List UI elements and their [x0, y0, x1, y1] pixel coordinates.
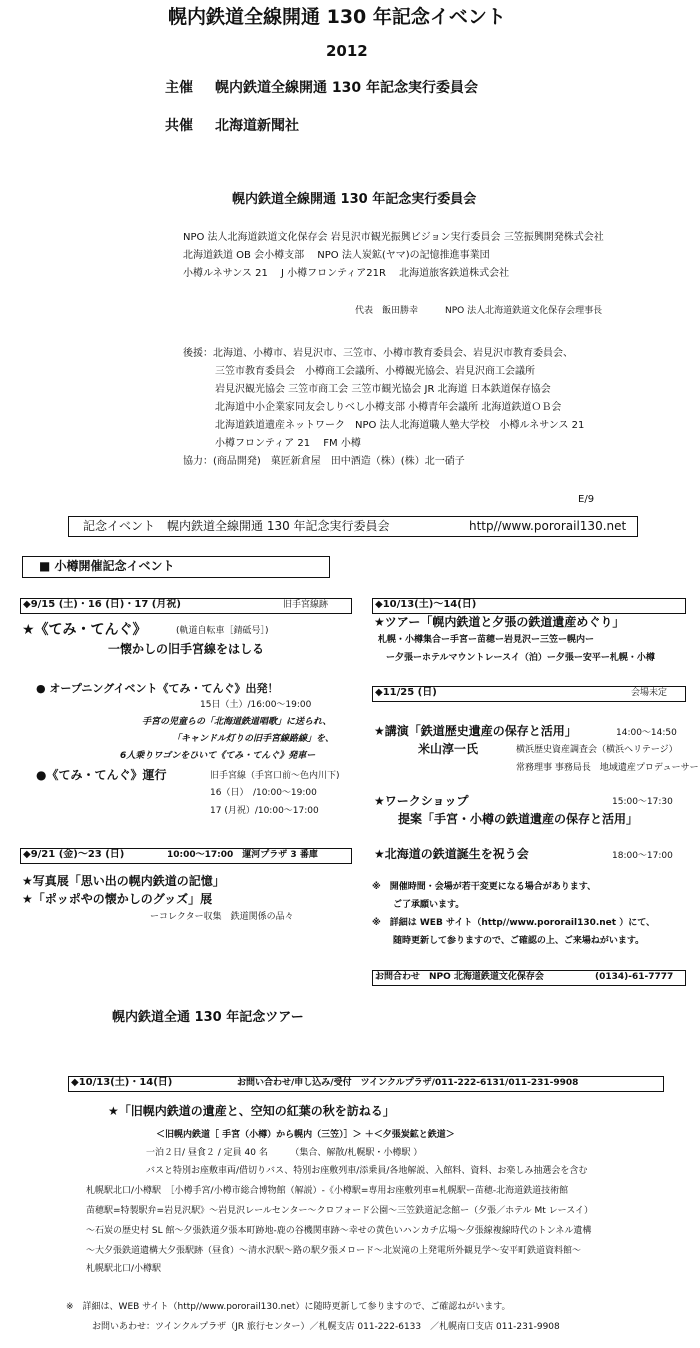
- support-line: 小樽フロンティア 21 FM 小樽: [215, 438, 361, 449]
- contact-box: [372, 970, 686, 986]
- tour-bar-contact: お問い合わせ/申し込み/受付 ツインクルプラザ/011-222-6131/011-231-9908: [237, 1078, 579, 1088]
- tour-route: 札幌・小樽集合ー手宮ー苗穂ー岩見沢ー三笠ー幌内ー: [378, 635, 595, 645]
- otaru-section-header: [22, 556, 330, 578]
- support-line: 協力：(商品開発) 菓匠新倉屋 田中酒造（株）(株）北一硝子: [183, 456, 465, 467]
- lecture-speaker: 米山淳一氏: [418, 742, 479, 756]
- committee-rep: 代表 飯田勝幸 NPO 法人北海道鉄道文化保存会理事長: [355, 306, 603, 316]
- event-date-box: [20, 848, 352, 864]
- lecture-title: ★講演「鉄道歴史遺産の保存と活用」: [374, 724, 577, 738]
- tour-info: バスと特別お座敷車両/借切りバス、特別お座敷列車/添乗員/各地解説、入館料、資料、お楽しみ抽選会を含む: [146, 1166, 588, 1176]
- tour-route-line: ～大夕張鉄道遺構大夕張駅跡（昼食）～清水沢駅～路の駅夕張メロード～北炭滝の上発電所外観見学～安平町鉄道資料館～: [86, 1246, 582, 1256]
- tour-date: ◆10/13(土)～14(日): [375, 599, 477, 610]
- tour-sub: ＜旧幌内鉄道［ 手宮（小樽）から幌内（三笠）］＞ ＋＜夕張炭鉱と鉄道＞: [156, 1130, 455, 1140]
- contact-label: お問合わせ NPO 北海道鉄道文化保存会: [375, 972, 544, 982]
- notice: ご了承願います。: [393, 900, 465, 910]
- support-line: 北海道鉄道遺産ネットワーク NPO 法人北海道職人塾大学校 小樽ルネサンス 21: [215, 420, 585, 431]
- support-line: 三笠市教育委員会 小樽商工会議所、小樽観光協会、岩見沢商工会議所: [215, 366, 535, 377]
- event-date: ◆9/15 (土)・16 (日)・17 (月祝): [23, 599, 181, 610]
- event-date: ◆9/21 (金)～23 (日): [23, 849, 125, 860]
- opening-event: ● オープニングイベント《てみ・てんぐ》出発！: [36, 682, 279, 695]
- tour-bar-date: ◆10/13(土)・14(日): [71, 1077, 173, 1088]
- contact-tel: (0134)-61-7777: [595, 972, 674, 982]
- tour-route-line: ～石炭の歴史村 SL 館～夕張鉄道夕張本町跡地-鹿の谷機関車跡～幸せの黄色いハンカチ広場～夕張線複線時代のトンネル遺構: [86, 1226, 592, 1236]
- support-line: 後援：北海道、小樽市、岩見沢市、三笠市、小樽市教育委員会、岩見沢市教育委員会、: [183, 348, 573, 359]
- tour-title: ★ツアー「幌内鉄道と夕張の鉄道遺産めぐり」: [374, 615, 625, 629]
- celebration-time: 18:00～17:00: [612, 851, 673, 861]
- opening-desc: 手宮の児童らの「北海道鉄道唱歌」に送られ、: [142, 717, 332, 727]
- event-date-box: [20, 598, 352, 614]
- notice: ※ 詳細は WEB サイト（http//www.pororail130.net ）にて、: [372, 918, 656, 928]
- co-organizer: 北海道新聞社: [215, 118, 299, 134]
- tour-note: ※ 詳細は、WEB サイト（http//www.pororail130.net）に随時更新して参りますので、ご確認ねがいます。: [66, 1302, 511, 1312]
- otaru-section-title: ■ 小樽開催記念イベント: [39, 559, 175, 573]
- organizer-label: 主催: [165, 80, 193, 96]
- organizer: 幌内鉄道全線開通 130 年記念実行委員会: [215, 80, 478, 96]
- tour-date-box: [372, 598, 686, 614]
- support-line: 北海道中小企業家同友会しりべし小樽支部 小樽青年会議所 北海道鉄道ＯＢ会: [215, 402, 562, 413]
- workshop-time: 15:00～17:30: [612, 797, 673, 807]
- operation-time: 17 (月祝）/10:00～17:00: [210, 806, 319, 816]
- tour-main-title: ★「旧幌内鉄道の遺産と、空知の紅葉の秋を訪ねる」: [108, 1104, 395, 1118]
- celebration-title: ★北海道の鉄道誕生を祝う会: [374, 847, 529, 861]
- opening-desc: 「キャンドル灯りの旧手宮線路線」を、: [172, 734, 335, 744]
- committee-member: 小樽ルネサンス 21 J 小樽フロンティア21R 北海道旅客鉄道株式会社: [183, 268, 510, 279]
- banner-label: 記念イベント 幌内鉄道全線開通 130 年記念実行委員会: [83, 519, 390, 533]
- tour-date-bar: [68, 1076, 664, 1092]
- operation-time: 16（日） /10:00～19:00: [210, 788, 317, 798]
- workshop-title: ★ワークショップ: [374, 794, 469, 808]
- event-time-venue: 10:00～17:00 運河プラザ 3 番庫: [167, 850, 318, 860]
- exhibit-line: ★「ポッポやの懐かしのグッズ」展: [22, 892, 213, 906]
- tour-info: 一泊２日/ 昼食２ / 定員 40 名 （集合、解散/札幌駅・小樽駅 ）: [146, 1148, 423, 1158]
- operation-note: 旧手宮線（手宮口前～色内川下): [210, 771, 340, 781]
- exhibit-note: ーコレクター収集 鉄道関係の品々: [150, 912, 294, 922]
- event-banner: [68, 516, 638, 537]
- committee-member: 北海道鉄道 OB 会小樽支部 NPO 法人炭鉱(ヤマ)の記憶推進事業団: [183, 250, 490, 261]
- tour-heading: 幌内鉄道全通 130 年記念ツアー: [112, 1010, 304, 1025]
- page-title: 幌内鉄道全線開通 130 年記念イベント: [168, 6, 506, 28]
- lecture-org: 横浜歴史資産調査会（横浜ヘリテージ）: [516, 745, 678, 755]
- co-organizer-label: 共催: [165, 118, 193, 134]
- opening-desc: 6人乗りワゴンをひいて《てみ・てんぐ》発車ー: [120, 751, 316, 761]
- year: 2012: [326, 42, 368, 60]
- tour-route-line: 札幌駅北口/小樽駅 ［小樽手宮/小樽市総合博物館（解説）-《小樽駅=専用お座敷列車=札幌駅ー苗穂-北海道鉄道技術館: [86, 1186, 569, 1196]
- operation-title: ●《てみ・てんぐ》運行: [36, 768, 167, 782]
- tour-footer: お問いあわせ：ツインクルプラザ（JR 旅行センター）／札幌支店 011-222-6133 ／札幌南口支店 011-231-9908: [92, 1322, 560, 1332]
- support-line: 岩見沢観光協会 三笠市商工会 三笠市観光協会 JR 北海道 日本鉄道保存協会: [215, 384, 551, 395]
- banner-url[interactable]: http//www.pororail130.net: [469, 519, 627, 533]
- notice: 随時更新して参りますので、ご確認の上、ご来場ねがいます。: [393, 936, 645, 946]
- workshop-sub: 提案「手宮・小樽の鉄道遺産の保存と活用」: [398, 812, 639, 826]
- lecture-time: 14:00～14:50: [616, 728, 677, 738]
- event-title: ★《てみ・てんぐ》: [22, 622, 147, 638]
- nov-venue: 会場未定: [631, 688, 668, 698]
- tour-route-line: 苗穂駅=特製駅弁=岩見沢駅》～岩見沢レールセンター～クロフォード公園～三笠鉄道記念館ー（夕張／ホテル Mt レースイ）: [86, 1206, 594, 1216]
- nov-date: ◆11/25 (日): [375, 687, 437, 698]
- event-venue: 旧手宮線跡: [283, 600, 329, 610]
- event-title-note: (軌道自転車［錆砥号］): [176, 626, 269, 636]
- doc-code: E/9: [578, 494, 595, 505]
- committee-title: 幌内鉄道全線開通 130 年記念実行委員会: [232, 192, 477, 207]
- nov-date-box: [372, 686, 686, 702]
- committee-member: NPO 法人北海道鉄道文化保存会 岩見沢市観光振興ビジョン実行委員会 三笠振興開発株式会社: [183, 232, 604, 243]
- lecture-role: 常務理事 事務局長 地域遺産プロデューサー: [516, 763, 699, 773]
- opening-time: 15日（土）/16:00～19:00: [200, 700, 312, 710]
- notice: ※ 開催時間・会場が若干変更になる場合があります、: [372, 882, 597, 892]
- event-subtitle: 一懐かしの旧手宮線をはしる: [108, 642, 265, 656]
- tour-route: ー夕張ーホテルマウントレースイ（泊）ー夕張ー安平ー札幌・小樽: [386, 653, 655, 663]
- tour-route-line: 札幌駅北口/小樽駅: [86, 1264, 162, 1274]
- exhibit-line: ★写真展「思い出の幌内鉄道の記憶」: [22, 874, 225, 888]
